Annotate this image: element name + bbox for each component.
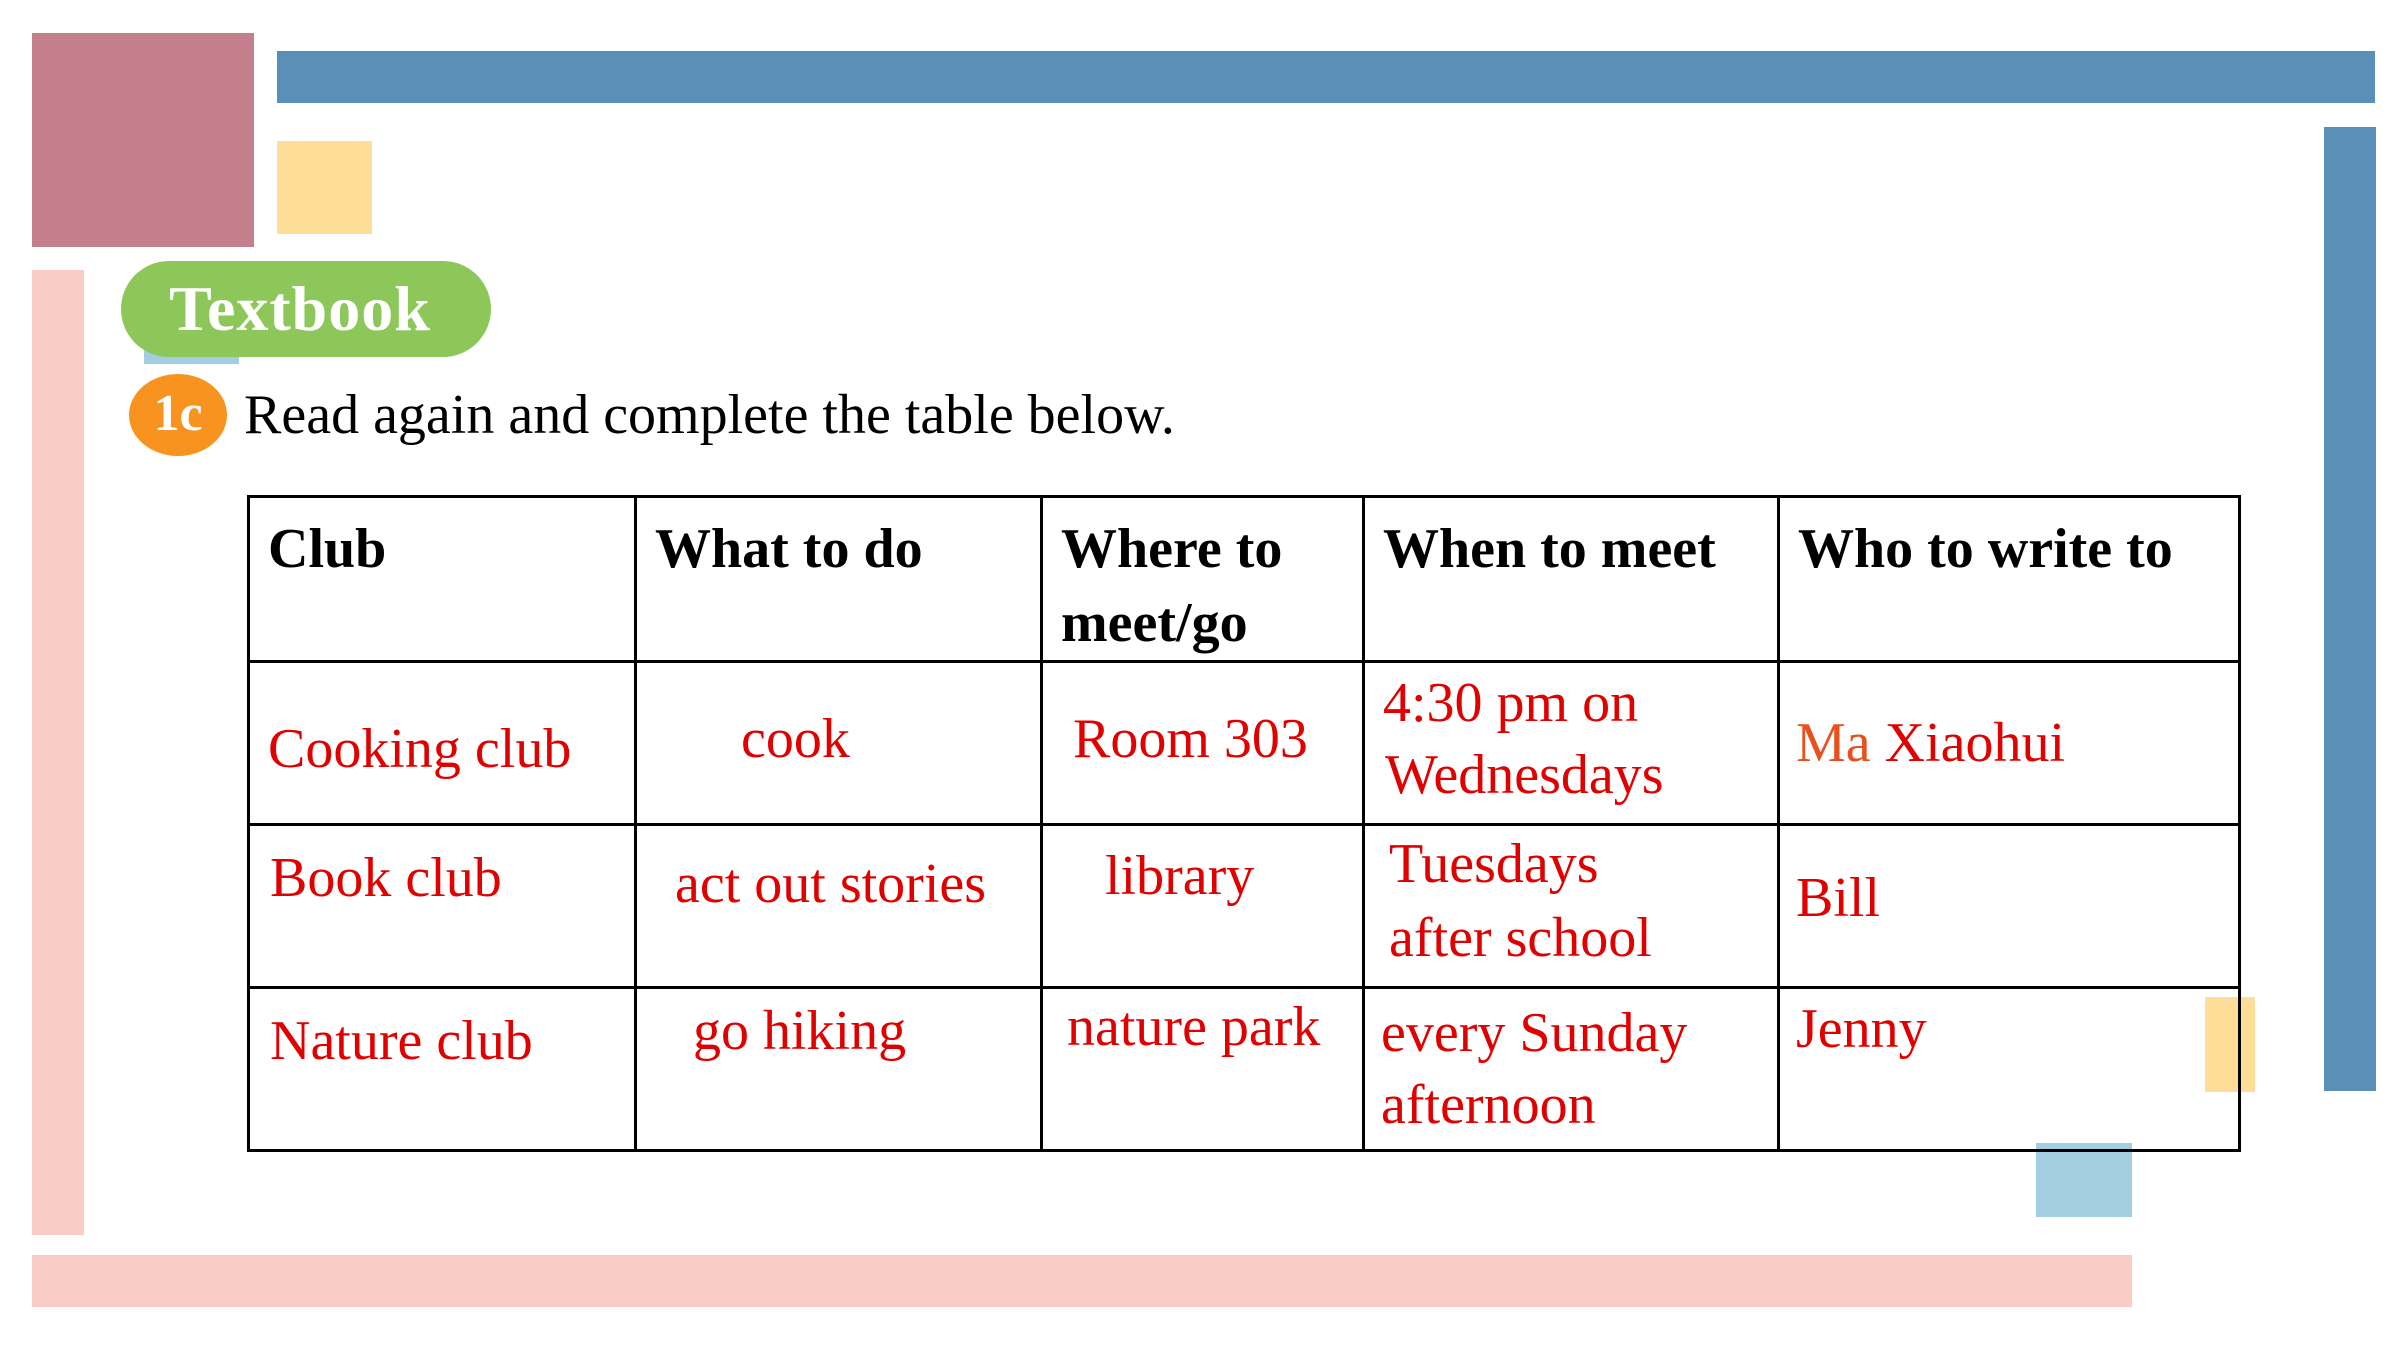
cell-text: nature park <box>1067 996 1321 1058</box>
decor-bar-blue-right <box>2324 127 2376 1091</box>
cell-text-line1: 4:30 pm on <box>1383 672 1639 734</box>
task-instruction: Read again and complete the table below. <box>244 384 1175 446</box>
header-who-to-write-to: Who to write to <box>1779 497 2240 662</box>
cell-text: cook <box>741 708 850 770</box>
table-header-row <box>249 497 2240 662</box>
cell-club <box>249 662 636 825</box>
cell-text: Book club <box>270 847 502 909</box>
cell-text-line2: afternoon <box>1381 1074 1596 1136</box>
cell-where <box>1042 662 1364 825</box>
textbook-badge: Textbook <box>121 261 491 357</box>
cell-text-line1: Tuesdays <box>1389 833 1599 895</box>
task-number-badge: 1c <box>129 374 227 456</box>
header-when-to-meet: When to meet <box>1364 497 1779 662</box>
decor-bar-pink-bottom <box>32 1255 2132 1307</box>
cell-what <box>636 988 1042 1151</box>
cell-when <box>1364 825 1779 988</box>
cell-club <box>249 988 636 1151</box>
cell-where <box>1042 988 1364 1151</box>
cell-text <box>1796 707 2065 779</box>
cell-who <box>1779 662 2240 825</box>
cell-who <box>1779 825 2240 988</box>
cell-when <box>1364 988 1779 1151</box>
cell-text: library <box>1105 845 1255 907</box>
cell-what <box>636 662 1042 825</box>
cell-text: Jenny <box>1796 998 1927 1060</box>
cell-text: Room 303 <box>1073 708 1308 770</box>
decor-bar-blue-top <box>277 51 2375 103</box>
cell-text: act out stories <box>675 853 987 915</box>
cell-text: go hiking <box>693 1000 907 1062</box>
cell-what <box>636 825 1042 988</box>
cell-text-line2: after school <box>1389 907 1652 969</box>
table-row <box>249 988 2240 1151</box>
header-where-line2: meet/go <box>1061 592 1248 654</box>
table-row <box>249 662 2240 825</box>
header-where-line1: Where to <box>1061 518 1283 580</box>
cell-text: Nature club <box>270 1010 533 1072</box>
clubs-table <box>247 495 2241 1152</box>
cell-text: Cooking club <box>268 718 572 780</box>
cell-club <box>249 825 636 988</box>
cell-text: Bill <box>1796 867 1881 929</box>
cell-when <box>1364 662 1779 825</box>
cell-where <box>1042 825 1364 988</box>
decor-square-lightblue-bottom-right <box>2036 1143 2132 1217</box>
header-what-to-do: What to do <box>636 497 1042 662</box>
cell-text-line1: every Sunday <box>1381 1002 1688 1064</box>
header-where-to-meet <box>1042 497 1364 662</box>
table-row <box>249 825 2240 988</box>
cell-text-part: Xiaohui <box>1870 712 2066 774</box>
header-club: Club <box>249 497 636 662</box>
cell-text-part: Ma <box>1796 712 1871 774</box>
cell-who <box>1779 988 2240 1151</box>
decor-bar-pink-left <box>32 270 84 1235</box>
decor-square-yellow-top-left <box>277 141 372 234</box>
cell-text-line2: Wednesdays <box>1385 744 1664 806</box>
decor-square-maroon-top-left <box>32 33 254 247</box>
